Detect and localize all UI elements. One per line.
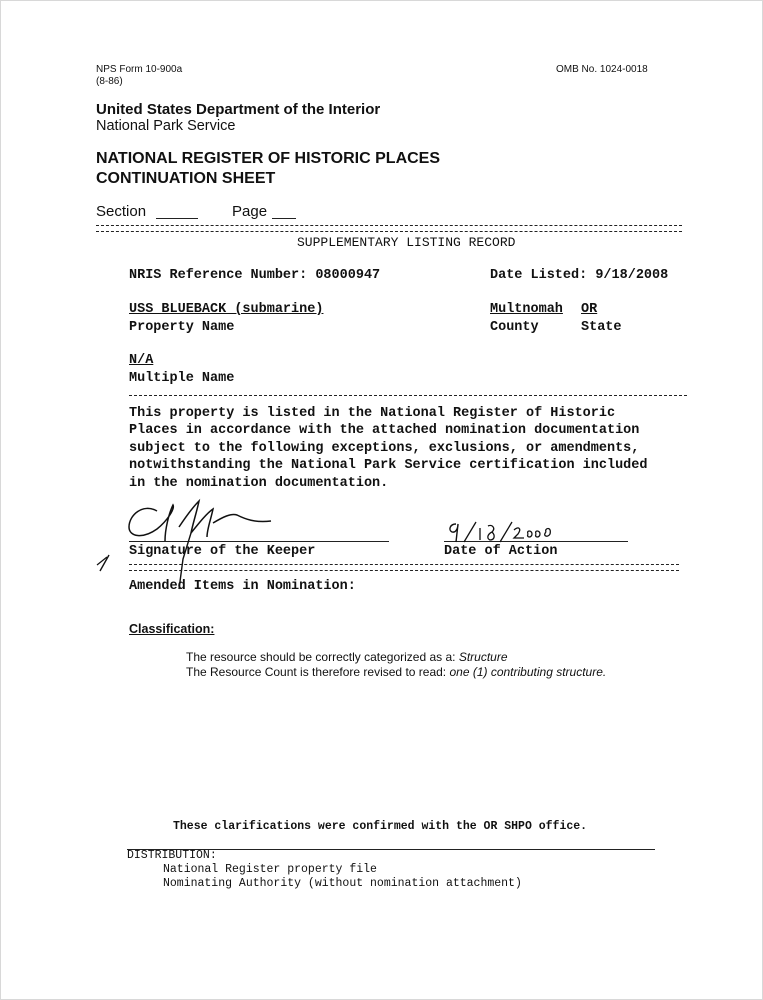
distribution-heading: DISTRIBUTION: [127,849,217,862]
record-title: SUPPLEMENTARY LISTING RECORD [297,235,516,250]
signature-label: Signature of the Keeper [129,544,316,559]
property-name-label: Property Name [129,320,235,335]
distribution-item: National Register property file [163,863,377,876]
amended-items-heading: Amended Items in Nomination: [129,579,356,594]
property-name-value: USS BLUEBACK (submarine) [129,302,324,317]
classification-line-2: The Resource Count is therefore revised to read: one (1) contributing structure. [186,665,607,679]
double-divider [96,225,682,232]
state-label: State [581,320,622,335]
agency-title: National Park Service [96,118,236,134]
multiple-name-value: N/A [129,353,154,368]
nris-reference: NRIS Reference Number: 08000947 [129,268,381,283]
omb-number: OMB No. 1024-0018 [556,64,648,75]
form-number: NPS Form 10-900a [96,64,183,75]
page-blank [272,218,296,219]
state-value: OR [581,302,598,317]
page-label: Page [232,203,268,220]
county-value: Multnomah [490,302,563,317]
date-listed: Date Listed: 9/18/2008 [490,268,669,283]
action-date-handwriting [442,520,572,544]
register-title: NATIONAL REGISTER OF HISTORIC PLACES [96,150,441,167]
dashed-divider [129,395,687,396]
section-label: Section [96,203,147,220]
statement-line-2: Places in accordance with the attached nomination documentation [129,423,640,439]
department-title: United States Department of the Interior [96,101,381,118]
county-label: County [490,320,539,335]
statement-line-3: subject to the following exceptions, exclusions, or amendments, [129,440,640,456]
classification-line-1: The resource should be correctly categorized as a: Structure [186,650,508,664]
statement-line-4: notwithstanding the National Park Service certification included [129,458,648,474]
double-divider-2 [129,564,679,571]
multiple-name-label: Multiple Name [129,371,235,386]
date-of-action-label: Date of Action [444,544,558,559]
clarification-note: These clarifications were confirmed with the OR SHPO office. [173,820,588,833]
statement-line-5: in the nomination documentation. [129,475,389,491]
continuation-title: CONTINUATION SHEET [96,170,276,187]
form-revision: (8-86) [96,76,123,87]
statement-line-1: This property is listed in the National Register of Historic [129,406,616,421]
distribution-item: Nominating Authority (without nomination attachment) [163,877,522,890]
classification-heading: Classification: [129,622,215,636]
section-blank [156,218,198,219]
